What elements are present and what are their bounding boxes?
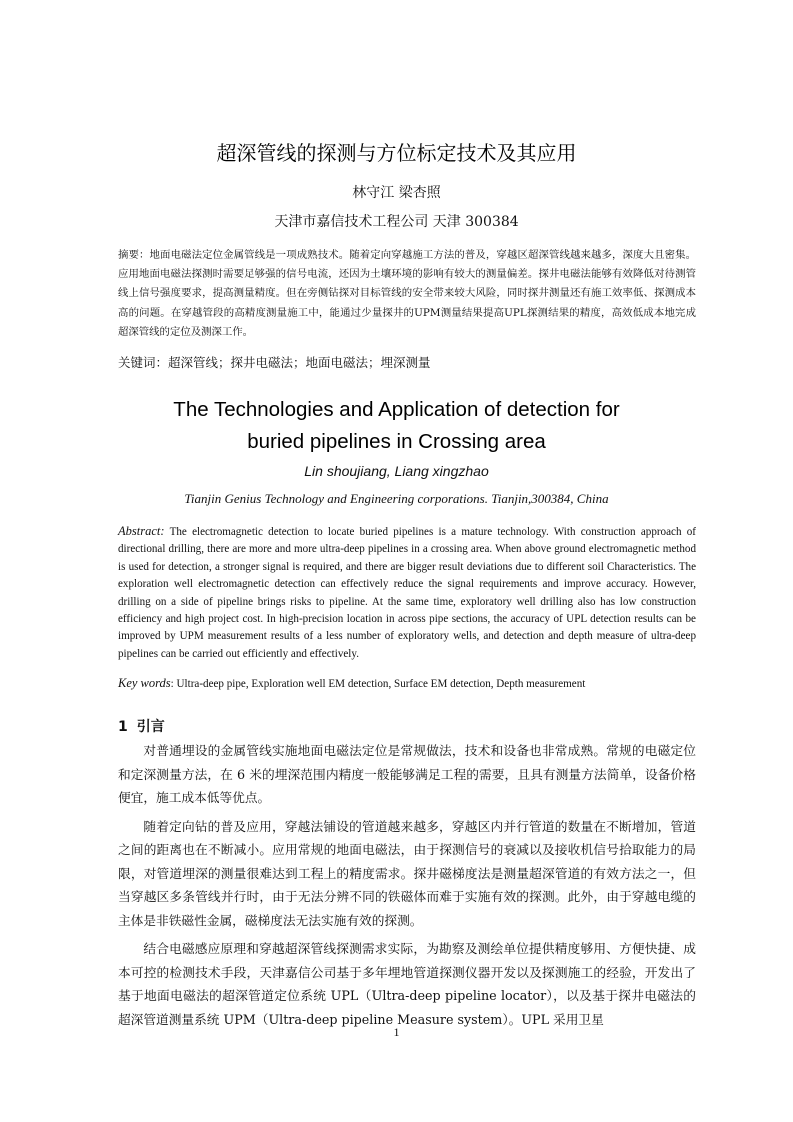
section-heading (118, 716, 174, 736)
authors-cn: 林守江 梁杏照 (352, 185, 441, 201)
affiliation-en: Tianjin Genius Technology and Engineering corporations. Tianjin,300384, China (184, 491, 609, 506)
keywords-cn-label: 关键词： (118, 355, 169, 370)
paper-title-cn: 超深管线的探测与方位标定技术及其应用 (216, 141, 577, 165)
abstract-en (118, 523, 696, 663)
abstract-cn-label: 摘要： (118, 249, 150, 261)
abstract-cn (118, 246, 696, 342)
keywords-en-label: Key words (118, 676, 171, 690)
body-paragraph: 随着定向钻的普及应用，穿越法铺设的管道越来越多，穿越区内并行管道的数量在不断增加，管道之间的距离也在不断减小。应用常规的地面电磁法，由于探测信号的衰减以及接收机信号拾取能力的局限，对管道埋深的测量很难达到工程上的精度需求。探井磁梯度法是测量超深管道的有效方法之一，但当穿越区多条管线并行时，由于无法分辨不同的铁磁体而难于实施有效的探测。此外，由于穿越电缆的主体是非铁磁性金属，磁梯度法无法实施有效的探测。 (118, 818, 696, 928)
section-number: 1 (118, 719, 128, 735)
keywords-en (118, 676, 696, 691)
paper-title-en-line1: The Technologies and Application of detection for (173, 398, 620, 421)
body-paragraph: 结合电磁感应原理和穿越超深管线探测需求实际，为勘察及测绘单位提供精度够用、方便快捷、成本可控的检测技术手段，天津嘉信公司基于多年埋地管道探测仪器开发以及探测施工的经验，开发出了基于地面电磁法的超深管道定位系统 UPL（Ultra-deep pipeline locator），以及基于探井电磁法的超深管道测量系统 UPM（Ultra-deep pipeline Measure system）。UPL 采用卫星 (118, 941, 696, 1027)
section-title: 引言 (136, 719, 165, 735)
body-paragraph: 对普通埋设的金属管线实施地面电磁法定位是常规做法，技术和设备也非常成熟。常规的电磁定位和定深测量方法，在 6 米的埋深范围内精度一般能够满足工程的需要，且具有测量方法简单，设备价格便宜，施工成本低等优点。 (118, 743, 696, 805)
authors-en: Lin shoujiang, Liang xingzhao (304, 463, 489, 479)
abstract-en-text: The electromagnetic detection to locate buried pipelines is a mature technology. With construction approach of directional drilling, there are more and more ultra-deep pipelines in a crossing area. When above ground electromagnetic method is used for detection, a stronger signal is required, and there are bigger result deviations due to different soil Characteristics. The exploration well electromagnetic detection can effectively reduce the signal requirements and improve accuracy. However, drilling on a side of pipeline brings risks to pipeline. At the same time, exploratory well drilling also has low construction efficiency and high project cost. In high-precision location in across pipe sections, the accuracy of UPL detection results can be improved by UPM measurement results of a less number of exploratory wells, and detection and depth measure of ultra-deep pipelines can be carried out efficiently and effectively. (118, 526, 696, 660)
affiliation-cn: 天津市嘉信技术工程公司 天津 300384 (274, 214, 519, 230)
paper-title-en-line2: buried pipelines in Crossing area (247, 430, 546, 453)
page-number: 1 (393, 1025, 400, 1039)
section-body (118, 739, 696, 1036)
abstract-en-label: Abstract: (118, 524, 165, 538)
keywords-cn-text: 超深管线；探井电磁法；地面电磁法；埋深测量 (168, 355, 431, 370)
keywords-cn (118, 353, 696, 371)
keywords-en-text: : Ultra-deep pipe, Exploration well EM detection, Surface EM detection, Depth measurement (170, 678, 586, 690)
abstract-cn-text: 地面电磁法定位金属管线是一项成熟技术。随着定向穿越施工方法的普及，穿越区超深管线越来越多，深度大且密集。应用地面电磁法探测时需要足够强的信号电流，还因为土壤环境的影响有较大的测量偏差。探井电磁法能够有效降低对待测管线上信号强度要求，提高测量精度。但在旁侧钻探对目标管线的安全带来较大风险，同时探井测量还有施工效率低、探测成本高的问题。在穿越管段的高精度测量施工中，能通过少量探井的UPM测量结果提高UPL探测结果的精度，高效低成本地完成超深管线的定位及测深工作。 (118, 249, 697, 338)
paper-title-en (60, 394, 733, 458)
